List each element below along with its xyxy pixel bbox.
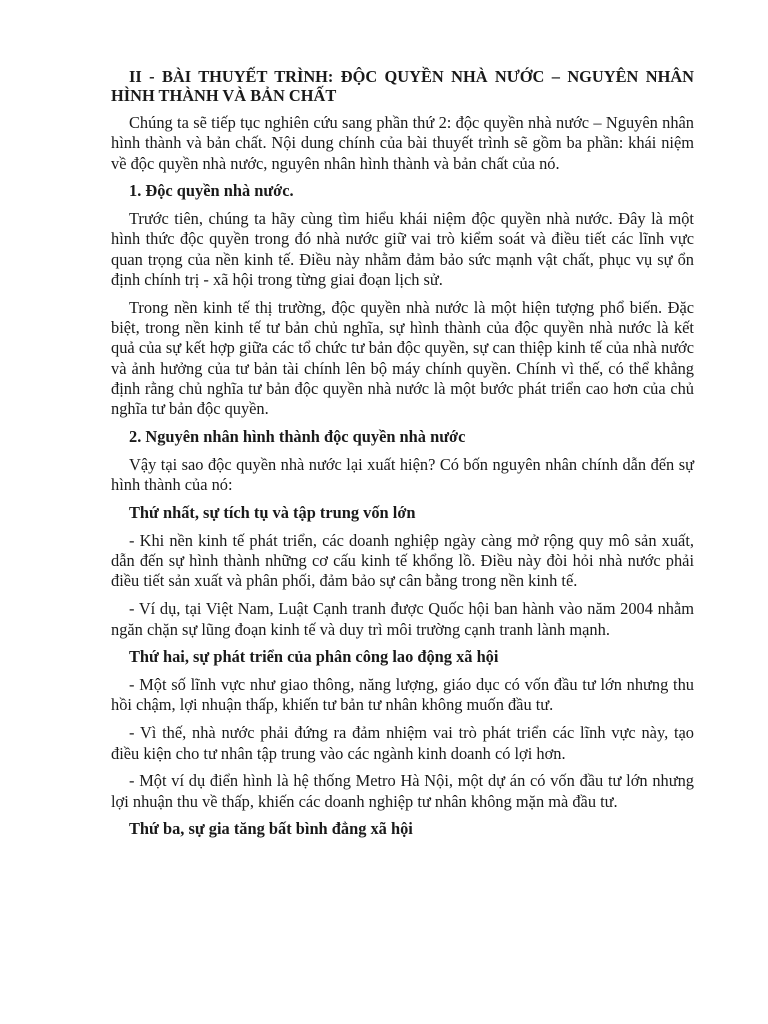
subheading: 1. Độc quyền nhà nước. xyxy=(129,181,294,201)
paragraph: - Ví dụ, tại Việt Nam, Luật Cạnh tranh được Quốc hội ban hành vào năm 2004 nhằm ngăn chặn sự lũng đoạn kinh tế và duy trì môi trường cạnh tranh lành mạnh. xyxy=(111,599,694,639)
paragraph: Chúng ta sẽ tiếp tục nghiên cứu sang phần thứ 2: độc quyền nhà nước – Nguyên nhân hình thành và bản chất. Nội dung chính của bài thuyết trình sẽ gồm ba phần: khái niệm về độc quyền nhà nước, nguyên nhân hình thành và bản chất của nó. xyxy=(111,113,694,173)
paragraph: Trong nền kinh tế thị trường, độc quyền nhà nước là một hiện tượng phổ biến. Đặc biệt, trong nền kinh tế tư bản chủ nghĩa, sự hình thành của độc quyền nhà nước là kết quả của sự kết hợp giữa các tổ chức tư bản độc quyền, sự can thiệp kinh tế của nhà nước và ảnh hưởng của tư bản tài chính lên bộ máy chính quyền. Chính vì thế, có thể khẳng định rằng chủ nghĩa tư bản độc quyền nhà nước là một bước phát triển cao hơn của chủ nghĩa tư bản độc quyền. xyxy=(111,297,694,419)
subheading: Thứ ba, sự gia tăng bất bình đẳng xã hội xyxy=(129,819,413,839)
paragraph: - Vì thế, nhà nước phải đứng ra đảm nhiệm vai trò phát triển các lĩnh vực này, tạo điều kiện cho tư nhân tập trung vào các ngành kinh doanh có lợi hơn. xyxy=(111,723,694,763)
paragraph: - Một số lĩnh vực như giao thông, năng lượng, giáo dục có vốn đầu tư lớn nhưng thu hồi chậm, lợi nhuận thấp, khiến tư bản tư nhân không muốn đầu tư. xyxy=(111,675,694,715)
paragraph: - Một ví dụ điển hình là hệ thống Metro Hà Nội, một dự án có vốn đầu tư lớn nhưng lợi nhuận thu về thấp, khiến các doanh nghiệp tư nhân không mặn mà đầu tư. xyxy=(111,771,694,811)
subheading: Thứ nhất, sự tích tụ và tập trung vốn lớn xyxy=(129,503,416,523)
subheading: 2. Nguyên nhân hình thành độc quyền nhà nước xyxy=(129,427,466,447)
document-page xyxy=(111,68,694,847)
section-title: II - BÀI THUYẾT TRÌNH: ĐỘC QUYỀN NHÀ NƯỚC – NGUYÊN NHÂN HÌNH THÀNH VÀ BẢN CHẤT xyxy=(111,67,694,105)
paragraph: Vậy tại sao độc quyền nhà nước lại xuất hiện? Có bốn nguyên nhân chính dẫn đến sự hình thành của nó: xyxy=(111,454,694,495)
paragraph: - Khi nền kinh tế phát triển, các doanh nghiệp ngày càng mở rộng quy mô sản xuất, dẫn đến sự hình thành những cơ cấu kinh tế khổng lồ. Điều này đòi hỏi nhà nước phải điều tiết sản xuất và phân phối, đảm bảo sự cân bằng trong nền kinh tế. xyxy=(111,530,694,591)
document-body xyxy=(111,113,694,840)
subheading: Thứ hai, sự phát triển của phân công lao động xã hội xyxy=(129,647,499,667)
paragraph: Trước tiên, chúng ta hãy cùng tìm hiểu khái niệm độc quyền nhà nước. Đây là một hình thức độc quyền trong đó nhà nước giữ vai trò kiểm soát và điều tiết các lĩnh vực quan trọng của nền kinh tế. Điều này nhằm đảm bảo sức mạnh vật chất, phục vụ sự ổn định chính trị - xã hội trong từng giai đoạn lịch sử. xyxy=(111,209,694,290)
